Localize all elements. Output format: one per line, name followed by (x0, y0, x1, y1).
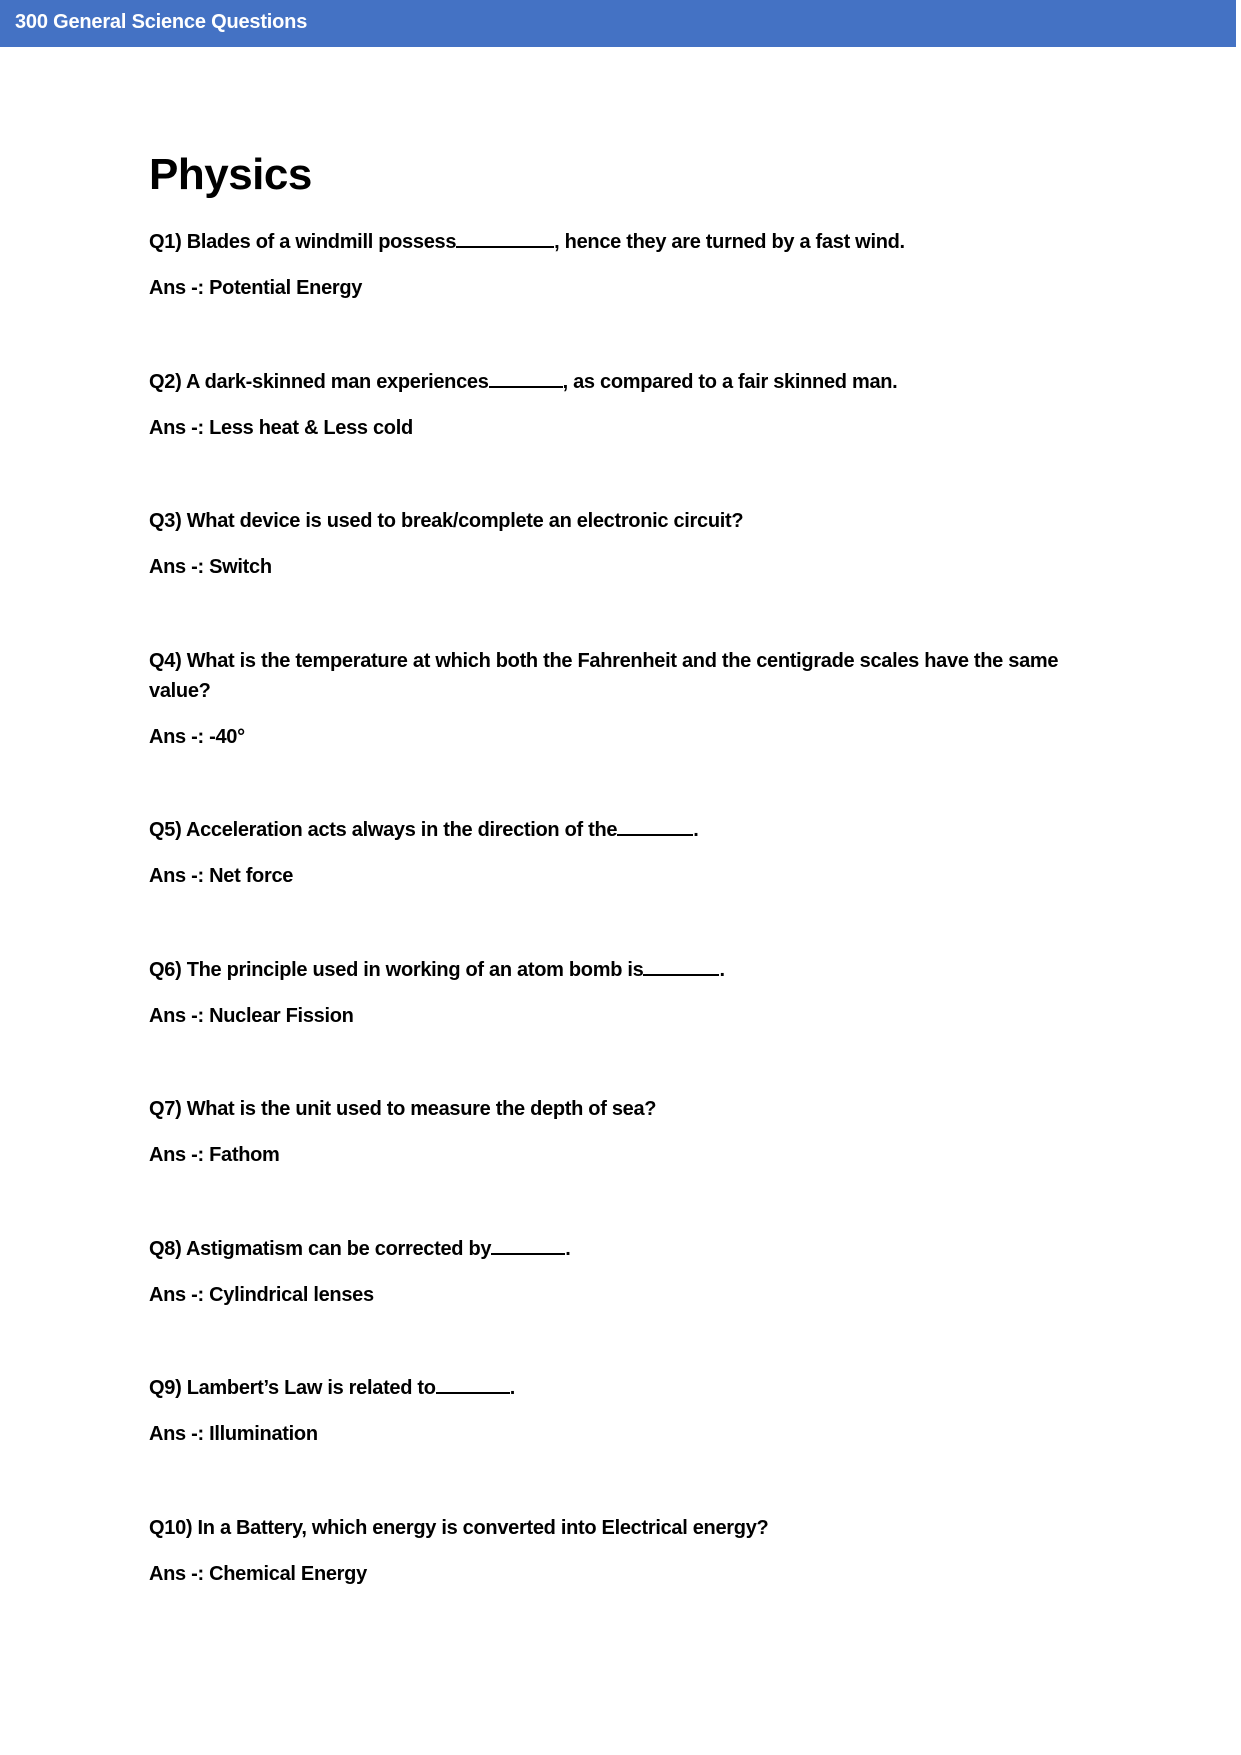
qa-item (149, 227, 1069, 303)
answer: Ans -: Less heat & Less cold (149, 417, 413, 439)
answer-blank (491, 1235, 565, 1255)
question: Q6) The principle used in working of an atom bomb is . (149, 955, 1069, 985)
question: Q1) Blades of a windmill possess , hence they are turned by a fast wind. (149, 227, 1069, 257)
answer: Ans -: Illumination (149, 1423, 318, 1445)
qa-item (149, 367, 1069, 443)
qa-item (149, 1373, 1069, 1449)
question: Q8) Astigmatism can be corrected by . (149, 1234, 1069, 1264)
answer: Ans -: Nuclear Fission (149, 1005, 354, 1027)
section-title: Physics (149, 150, 312, 199)
answer: Ans -: Chemical Energy (149, 1563, 367, 1585)
answer: Ans -: Switch (149, 556, 272, 578)
question: Q4) What is the temperature at which both the Fahrenheit and the centigrade scales have the same value? (149, 650, 1059, 702)
qa-item (149, 1094, 1069, 1170)
question: Q7) What is the unit used to measure the depth of sea? (149, 1098, 657, 1120)
question: Q10) In a Battery, which energy is converted into Electrical energy? (149, 1517, 769, 1539)
answer-blank (643, 956, 719, 976)
question: Q9) Lambert’s Law is related to . (149, 1373, 1069, 1403)
question: Q2) A dark-skinned man experiences , as compared to a fair skinned man. (149, 367, 1069, 397)
qa-item (149, 1234, 1069, 1310)
answer-blank (489, 368, 563, 388)
answer-blank (617, 816, 693, 836)
header-bar (0, 0, 1236, 47)
qa-item (149, 815, 1069, 891)
answer-blank (456, 228, 554, 248)
qa-item (149, 955, 1069, 1031)
answer: Ans -: Net force (149, 865, 294, 887)
qa-item (149, 506, 1069, 582)
answer: Ans -: Fathom (149, 1144, 280, 1166)
question: Q5) Acceleration acts always in the direction of the . (149, 815, 1069, 845)
answer: Ans -: Potential Energy (149, 277, 363, 299)
answer-blank (436, 1374, 510, 1394)
qa-item (149, 646, 1069, 752)
answer: Ans -: -40° (149, 726, 245, 748)
document-title: 300 General Science Questions (15, 11, 308, 33)
answer: Ans -: Cylindrical lenses (149, 1284, 374, 1306)
question: Q3) What device is used to break/complete an electronic circuit? (149, 510, 744, 532)
qa-item (149, 1513, 1069, 1589)
